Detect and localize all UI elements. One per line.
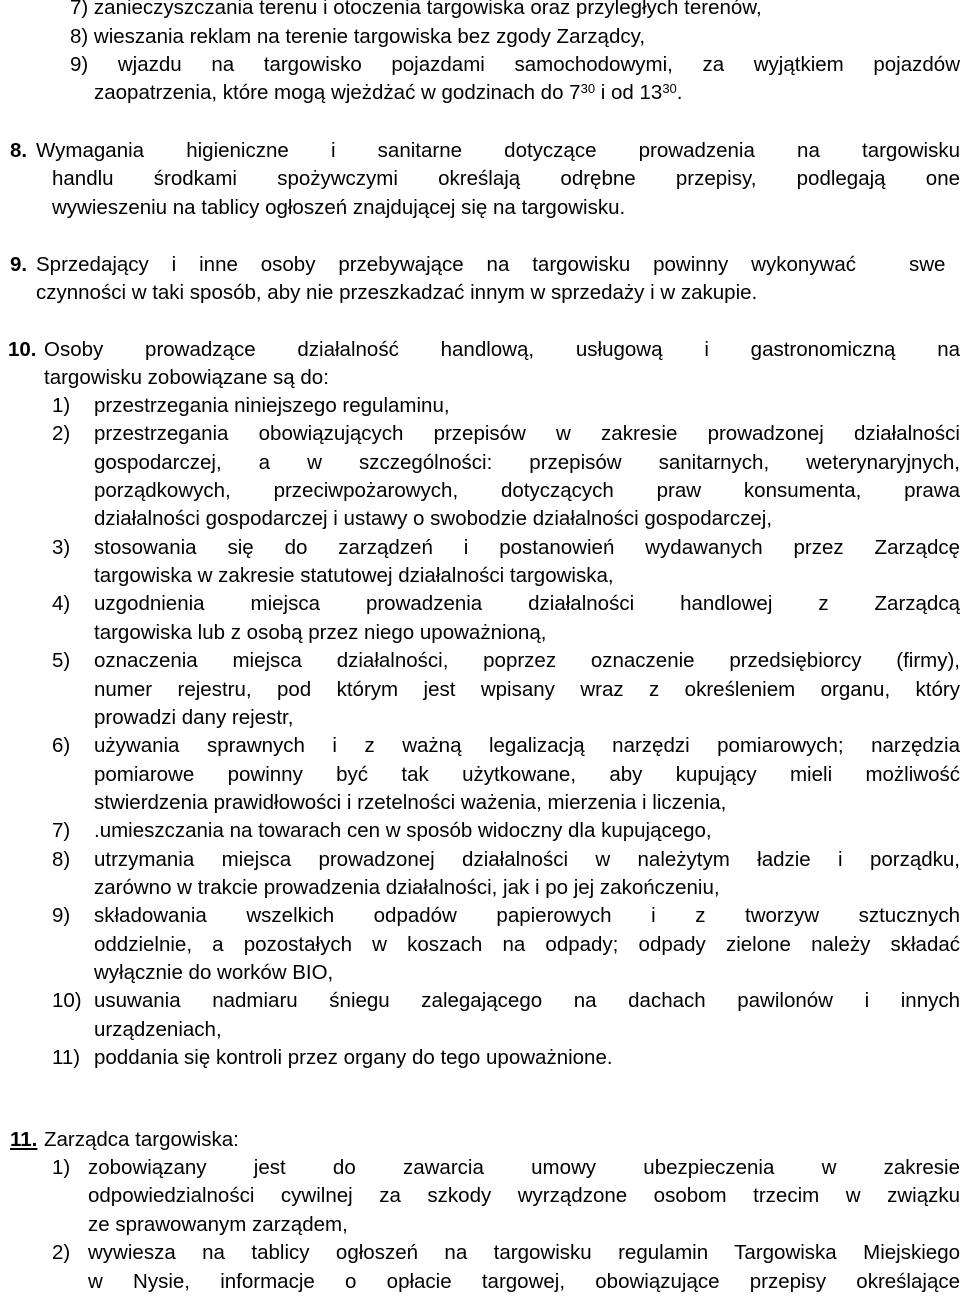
list-item-text: poddania się kontroli przez organy do tego upoważnione. [94, 1046, 613, 1070]
list-item-text: numer rejestru, pod którym jest wpisany wraz z określeniem organu, który [94, 677, 960, 701]
list-item-text: ze sprawowanym zarządem, [88, 1212, 348, 1236]
list-item-text: przestrzegania obowiązujących przepisów w zakresie prowadzonej działalności [94, 422, 960, 446]
paragraph-line: wywieszeniu na tablicy ogłoszeń znajdującej się na targowisku. [52, 196, 626, 219]
list-item-text: wywiesza na tablicy ogłoszeń na targowisku regulamin Targowiska Miejskiego [88, 1241, 960, 1265]
list-item-number: 7) [52, 819, 71, 843]
list-item: 8) wieszania reklam na terenie targowiska bez zgody Zarządcy, [70, 25, 646, 48]
paragraph-line: Wymagania higieniczne i sanitarne dotyczące prowadzenia na targowisku [36, 139, 960, 162]
list-item-text: uzgodnienia miejsca prowadzenia działalności handlowej z Zarządcą [94, 592, 960, 616]
list-item-text: zarówno w trakcie prowadzenia działalności, jak i po jej zakończeniu, [94, 875, 720, 899]
list-item-number: 6) [52, 734, 71, 758]
list-item-text: działalności gospodarczej i ustawy o swobodzie działalności gospodarczej, [94, 507, 773, 531]
list-item-number: 5) [52, 649, 71, 673]
list-item: 7) zanieczyszczania terenu i otoczenia targowiska oraz przyległych terenów, [70, 0, 762, 19]
section-number: 11. [10, 1128, 38, 1151]
list-item: 9) wjazdu na targowisko pojazdami samochodowymi, za wyjątkiem pojazdów [70, 53, 960, 76]
list-item-number: 4) [52, 592, 71, 616]
section-number: 8. [10, 139, 28, 162]
list-item-number: 3) [52, 535, 71, 559]
list-item-text: zobowiązany jest do zawarcia umowy ubezpieczenia w zakresie [88, 1156, 960, 1179]
list-item-text: przestrzegania niniejszego regulaminu, [94, 394, 450, 417]
paragraph-line: Osoby prowadzące działalność handlową, usługową i gastronomiczną na [44, 338, 960, 361]
list-item-text: porządkowych, przeciwpożarowych, dotyczących praw konsumenta, prawa [94, 479, 960, 503]
list-item-number: 1) [52, 1156, 71, 1179]
list-item-text: odpowiedzialności cywilnej za szkody wyrządzone osobom trzecim w związku [88, 1184, 960, 1208]
list-item-text: targowiska w zakresie statutowej działalności targowiska, [94, 564, 614, 588]
list-item-text: pomiarowe powinny być tak użytkowane, aby kupujący mieli możliwość [94, 762, 960, 786]
list-item-text: utrzymania miejsca prowadzonej działalności w należytym ładzie i porządku, [94, 847, 960, 871]
list-item-text: oddzielnie, a pozostałych w koszach na odpady; odpady zielone należy składać [94, 932, 960, 956]
list-item-number: 9) [52, 904, 71, 928]
list-item-text: stwierdzenia prawidłowości i rzetelności ważenia, mierzenia i liczenia, [94, 790, 727, 814]
list-item-text: wyłącznie do worków BIO, [94, 961, 334, 984]
list-item-text: usuwania nadmiaru śniegu zalegającego na dachach pawilonów i innych [94, 989, 960, 1013]
paragraph-word: swe [909, 253, 946, 276]
list-item-number: 11) [52, 1046, 81, 1070]
paragraph-line: targowisku zobowiązane są do: [44, 366, 329, 389]
paragraph-line: Sprzedający i inne osoby przebywające na targowisku powinny wykonywać [36, 253, 856, 276]
list-item-text: gospodarczej, a w szczególności: przepisów sanitarnych, weterynaryjnych, [94, 450, 960, 474]
list-item-number: 1) [52, 394, 71, 417]
list-item-number: 10) [52, 989, 82, 1013]
list-item-text: używania sprawnych i z ważną legalizacją narzędzi pomiarowych; narzędzia [94, 734, 960, 758]
list-item-number: 2) [52, 422, 71, 446]
paragraph-line: handlu środkami spożywczymi określają odrębne przepisy, podlegają one [52, 167, 960, 190]
list-item-continuation: zaopatrzenia, które mogą wjeżdżać w godzinach do $7^{30}$ i od $13^{30}$. [94, 81, 683, 104]
list-item-number: 2) [52, 1241, 71, 1265]
list-item-text: składowania wszelkich odpadów papierowych i z tworzyw sztucznych [94, 904, 960, 928]
list-item-text: .umieszczania na towarach cen w sposób widoczny dla kupującego, [94, 819, 712, 843]
list-item-text: targowiska lub z osobą przez niego upoważnioną, [94, 620, 547, 644]
paragraph-line: czynności w taki sposób, aby nie przeszkadzać innym w sprzedaży i w zakupie. [36, 281, 758, 304]
list-item-text: stosowania się do zarządzeń i postanowień wydawanych przez Zarządcę [94, 535, 960, 559]
list-item-text: oznaczenia miejsca działalności, poprzez oznaczenie przedsiębiorcy (firmy), [94, 649, 960, 673]
section-number: 10. [8, 338, 37, 361]
section-number: 9. [10, 253, 28, 276]
section-heading: Zarządca targowiska: [44, 1128, 239, 1151]
list-item-number: 8) [52, 847, 71, 871]
list-item-text: urządzeniach, [94, 1017, 222, 1041]
list-item-text: prowadzi dany rejestr, [94, 705, 294, 729]
list-item-text: w Nysie, informacje o opłacie targowej, obowiązujące przepisy określające [88, 1269, 960, 1293]
